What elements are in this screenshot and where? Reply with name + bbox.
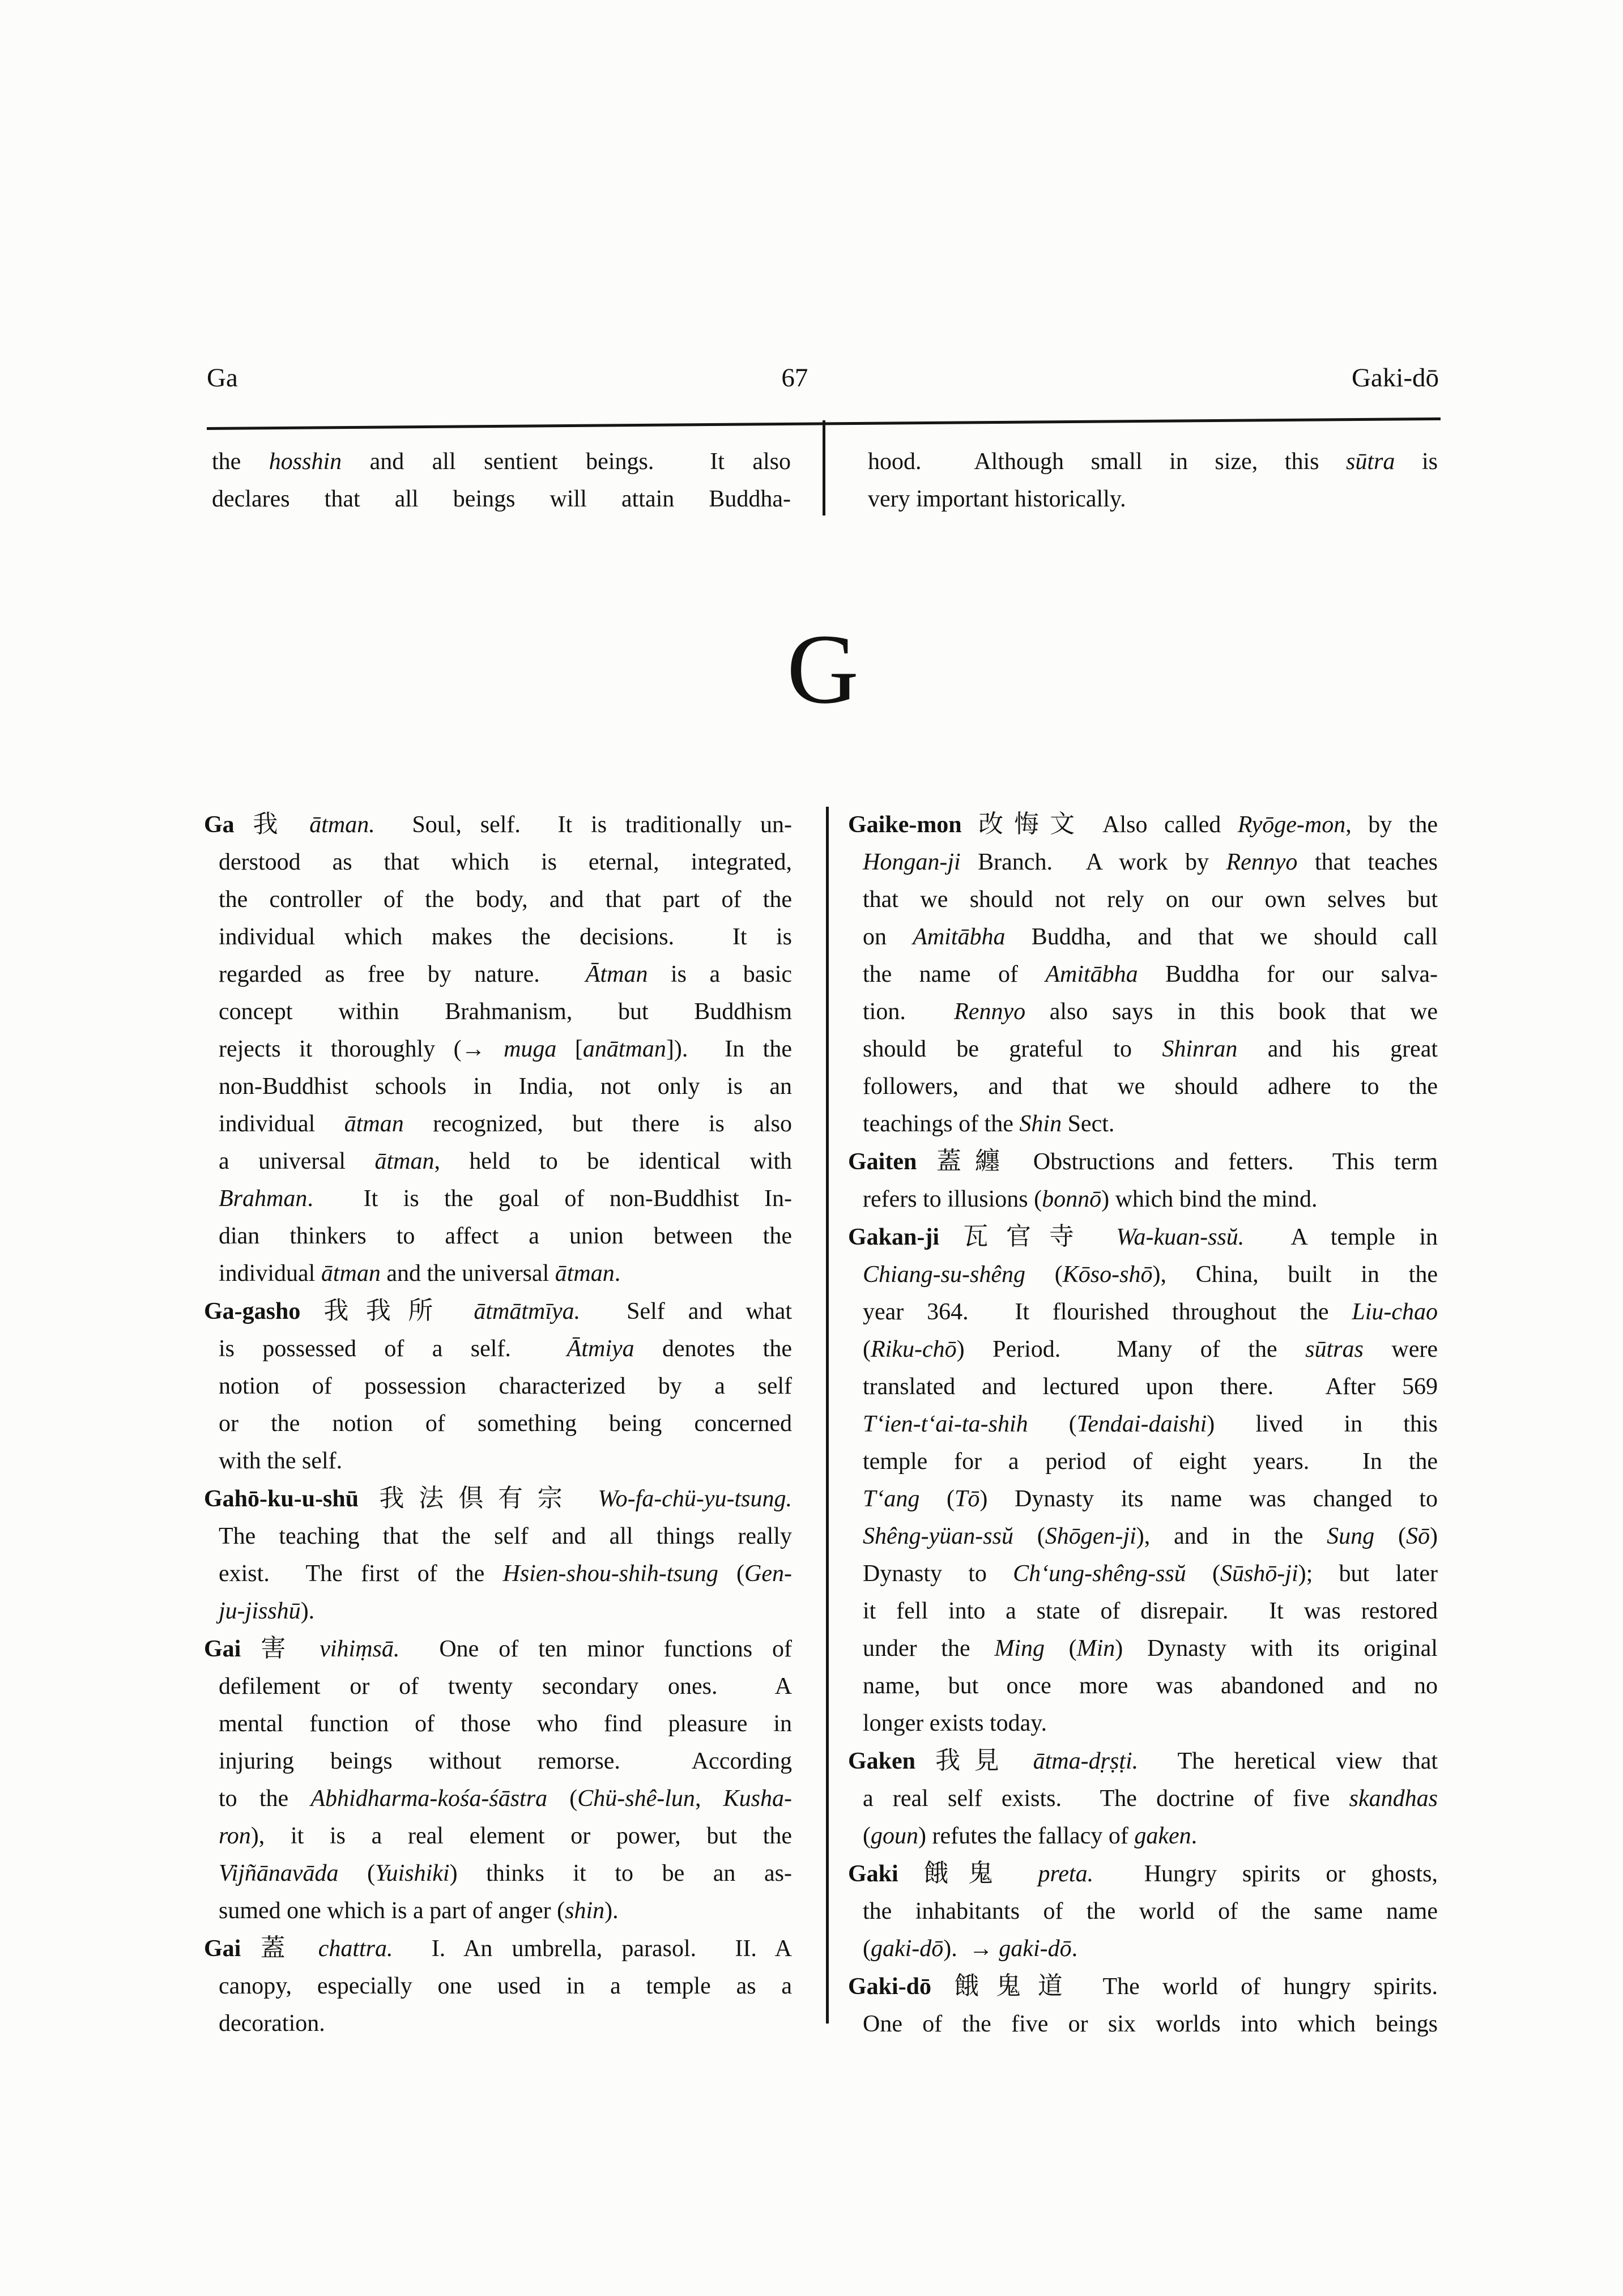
body-text: refers to illusions ( bbox=[863, 1186, 1042, 1212]
italic-text: Yuishiki bbox=[375, 1860, 450, 1886]
kanji-text: 我我所 bbox=[323, 1297, 474, 1324]
entry-line bbox=[848, 1893, 1438, 1930]
body-text: on bbox=[863, 924, 913, 950]
entry-line bbox=[204, 1855, 792, 1892]
entry-ga bbox=[204, 806, 792, 1292]
italic-text: ātman bbox=[321, 1260, 381, 1287]
entry-gaki bbox=[848, 1855, 1438, 1967]
entry-line bbox=[848, 1443, 1438, 1480]
italic-text: Sūshō-ji bbox=[1220, 1561, 1298, 1587]
italic-text: Ch‘ung-shêng-ssŭ bbox=[1013, 1561, 1186, 1587]
body-text: the bbox=[212, 449, 269, 475]
italic-text: bonnō bbox=[1042, 1186, 1102, 1212]
entry-line bbox=[848, 1667, 1438, 1705]
entry-line bbox=[848, 844, 1438, 881]
entry-line bbox=[204, 2005, 792, 2042]
entry-line bbox=[848, 1405, 1438, 1443]
body-text: Buddha for our salva- bbox=[1138, 961, 1438, 987]
body-text: , bbox=[695, 1786, 723, 1812]
headword-text: Ga-gasho bbox=[204, 1298, 324, 1324]
entry-line bbox=[848, 1518, 1438, 1555]
body-text: translated and lectured upon there. After 569 bbox=[863, 1374, 1438, 1400]
italic-text: gaki-dō bbox=[999, 1936, 1072, 1962]
entry-line bbox=[848, 1930, 1438, 1967]
kanji-text: 害 bbox=[261, 1634, 320, 1662]
body-text: . bbox=[1071, 1936, 1078, 1962]
entry-line bbox=[848, 1256, 1438, 1293]
entry-line bbox=[204, 1143, 792, 1180]
italic-text: vihiṃsā. bbox=[320, 1636, 400, 1662]
entry-line bbox=[848, 806, 1438, 844]
entry-line bbox=[848, 1143, 1438, 1181]
entry-line bbox=[848, 1780, 1438, 1817]
kanji-text: 餓鬼道 bbox=[954, 1972, 1103, 2000]
body-text: I. An umbrella, parasol. II. A bbox=[393, 1936, 793, 1962]
body-text: dian thinkers to affect a union between the bbox=[219, 1223, 792, 1249]
entry-line bbox=[204, 881, 792, 918]
body-text: mental function of those who find pleasure in bbox=[219, 1711, 792, 1737]
italic-text: Ātman bbox=[585, 961, 648, 987]
entry-gai-chattra bbox=[204, 1929, 792, 2042]
italic-text: shin bbox=[565, 1898, 605, 1924]
headword-text: Gaike-mon bbox=[848, 812, 979, 838]
body-text: ) bbox=[1430, 1523, 1438, 1549]
italic-text: gaki-dō bbox=[871, 1936, 944, 1962]
italic-text: Ming bbox=[994, 1635, 1045, 1662]
body-text: ) Dynasty with its original bbox=[1115, 1635, 1438, 1662]
entry-line bbox=[204, 1030, 792, 1068]
entry-line bbox=[204, 1368, 792, 1405]
continuation-text-right bbox=[868, 443, 1438, 518]
italic-text: Wo-fa-chü-yu-tsung. bbox=[598, 1486, 793, 1512]
body-text: Buddha, and that we should call bbox=[1005, 924, 1438, 950]
body-text: name, but once more was abandoned and no bbox=[863, 1673, 1438, 1699]
body-text: ]). In the bbox=[666, 1036, 792, 1062]
italic-text: ātman bbox=[344, 1111, 404, 1137]
italic-text: Rennyo bbox=[954, 999, 1026, 1025]
entry-line bbox=[848, 956, 1438, 993]
italic-text: Liu-chao bbox=[1352, 1299, 1438, 1325]
body-text: ) lived in this bbox=[1207, 1411, 1438, 1437]
body-text: followers, and that we should adhere to the bbox=[863, 1074, 1438, 1100]
page-header bbox=[207, 363, 1439, 393]
body-text: is bbox=[1395, 449, 1438, 475]
body-text: ( bbox=[718, 1561, 745, 1587]
body-text: ( bbox=[863, 1336, 871, 1362]
body-text: tion. bbox=[863, 999, 955, 1025]
body-text: ( bbox=[863, 1936, 871, 1962]
entry-line bbox=[204, 806, 792, 844]
body-text: under the bbox=[863, 1635, 995, 1662]
body-text: a real self exists. The doctrine of five bbox=[863, 1786, 1349, 1812]
headword-text: Gakan-ji bbox=[848, 1224, 964, 1250]
body-text: recognized, but there is also bbox=[403, 1111, 792, 1137]
body-text: ). bbox=[300, 1598, 315, 1624]
body-text: , held to be identical with bbox=[434, 1148, 793, 1174]
entry-line bbox=[848, 993, 1438, 1030]
italic-text: ron bbox=[219, 1823, 251, 1849]
body-text: very important historically. bbox=[868, 486, 1126, 512]
continuation-line bbox=[212, 480, 791, 518]
italic-text: muga bbox=[504, 1036, 557, 1062]
entry-line bbox=[848, 1817, 1438, 1855]
column-left bbox=[204, 806, 792, 2042]
body-text: it fell into a state of disrepair. It was restored bbox=[863, 1598, 1438, 1624]
kanji-text: 改悔文 bbox=[978, 810, 1103, 838]
kanji-text: 蓋 bbox=[260, 1934, 318, 1962]
entry-line bbox=[204, 1929, 792, 1967]
italic-text: Tendai-daishi bbox=[1076, 1411, 1207, 1437]
body-text: One of the five or six worlds into which beings bbox=[863, 2011, 1438, 2037]
entry-line bbox=[204, 1442, 792, 1480]
entry-line bbox=[848, 1368, 1438, 1405]
body-text: canopy, especially one used in a temple as a bbox=[219, 1973, 792, 1999]
body-text: derstood as that which is eternal, integrated, bbox=[219, 849, 792, 875]
kanji-text: 蓋纏 bbox=[936, 1147, 1033, 1175]
italic-text: Abhidharma-kośa-śāstra bbox=[310, 1786, 548, 1812]
italic-text: chattra. bbox=[318, 1936, 393, 1962]
italic-text: gaken bbox=[1134, 1823, 1191, 1849]
headword-text: Gaiten bbox=[848, 1149, 936, 1175]
body-text: is possessed of a self. bbox=[219, 1336, 567, 1362]
body-text: Sect. bbox=[1062, 1111, 1115, 1137]
body-text: ( bbox=[1186, 1561, 1220, 1587]
body-text: Dynasty to bbox=[863, 1561, 1013, 1587]
entry-gaken bbox=[848, 1742, 1438, 1855]
entry-line bbox=[848, 1592, 1438, 1630]
body-text: is a basic bbox=[648, 961, 793, 987]
entry-gakan-ji bbox=[848, 1218, 1438, 1742]
italic-text: Ryōge-mon bbox=[1237, 812, 1346, 838]
body-text: and the universal bbox=[380, 1260, 555, 1287]
body-text: individual which makes the decisions. It is bbox=[219, 924, 792, 950]
body-text: and all sentient beings. It also bbox=[342, 449, 791, 475]
column-right bbox=[848, 806, 1438, 2043]
entry-line bbox=[204, 1817, 792, 1855]
continuation-line bbox=[212, 443, 791, 480]
entry-line bbox=[204, 1967, 792, 2005]
italic-text: Kōso-shō bbox=[1062, 1262, 1153, 1288]
headword-text: Ga bbox=[204, 812, 253, 838]
italic-text: ātman bbox=[555, 1260, 615, 1287]
italic-text: ātma-dṛṣṭi. bbox=[1033, 1748, 1139, 1774]
continuation-text-left bbox=[212, 443, 791, 518]
entry-line bbox=[848, 2005, 1438, 2043]
body-text: that we should not rely on our own selves but bbox=[863, 887, 1438, 913]
body-text: to the bbox=[219, 1786, 311, 1812]
entry-line bbox=[848, 1030, 1438, 1068]
italic-text: Amitābha bbox=[1045, 961, 1138, 987]
body-text: ( bbox=[1025, 1262, 1063, 1288]
body-text: Soul, self. It is traditionally un- bbox=[374, 812, 793, 838]
guide-word-left: Ga bbox=[207, 363, 238, 393]
entry-line bbox=[204, 1255, 792, 1292]
body-text: individual bbox=[219, 1260, 321, 1287]
italic-text: Hongan-ji bbox=[863, 849, 961, 875]
italic-text: Gen- bbox=[744, 1561, 792, 1587]
body-text: year 364. It flourished throughout the bbox=[863, 1299, 1352, 1325]
body-text: were bbox=[1363, 1336, 1438, 1362]
body-text: ( bbox=[919, 1486, 955, 1512]
headword-text: Gaken bbox=[848, 1748, 936, 1774]
italic-text: hosshin bbox=[269, 449, 342, 475]
body-text: One of ten minor functions of bbox=[399, 1636, 793, 1662]
italic-text: Shinran bbox=[1162, 1036, 1238, 1062]
italic-text: Hsien-shou-shih-tsung bbox=[502, 1561, 718, 1587]
top-column-divider-rule bbox=[823, 420, 825, 516]
body-text: ( bbox=[1013, 1523, 1045, 1549]
entry-line bbox=[848, 1555, 1438, 1592]
kanji-text: 瓦官寺 bbox=[963, 1222, 1117, 1250]
body-text: , by the bbox=[1345, 812, 1438, 838]
entry-line bbox=[204, 1892, 792, 1929]
body-text: The world of hungry spirits. bbox=[1102, 1974, 1438, 2000]
body-text: or the notion of something being concerned bbox=[219, 1411, 792, 1437]
body-text: should be grateful to bbox=[863, 1036, 1162, 1062]
italic-text: Rennyo bbox=[1226, 849, 1298, 875]
entry-line bbox=[848, 1742, 1438, 1780]
kanji-text: 我 bbox=[253, 810, 310, 838]
entry-line bbox=[848, 1630, 1438, 1667]
body-text: longer exists today. bbox=[863, 1710, 1047, 1736]
body-text: The teaching that the self and all things really bbox=[219, 1523, 792, 1549]
body-text: A temple in bbox=[1244, 1224, 1438, 1250]
section-letter: G bbox=[786, 614, 859, 725]
body-text: ), China, built in the bbox=[1152, 1262, 1438, 1288]
entry-line bbox=[204, 844, 792, 881]
body-text: ) Period. Many of the bbox=[956, 1336, 1306, 1362]
body-text: the controller of the body, and that part of the bbox=[219, 887, 792, 913]
body-text: Obstructions and fetters. This term bbox=[1033, 1149, 1438, 1175]
body-text: . bbox=[1191, 1823, 1198, 1849]
body-text: ), it is a real element or power, but the bbox=[250, 1823, 792, 1849]
continuation-line bbox=[868, 480, 1438, 518]
italic-text: Shōgen-ji bbox=[1045, 1523, 1136, 1549]
body-text: . bbox=[614, 1260, 621, 1287]
headword-text: Gaki bbox=[848, 1861, 924, 1887]
body-text: ) refutes the fallacy of bbox=[918, 1823, 1135, 1849]
entry-line bbox=[848, 1218, 1438, 1256]
body-text: ). bbox=[604, 1898, 619, 1924]
body-text: Self and what bbox=[580, 1298, 793, 1324]
italic-text: preta. bbox=[1038, 1861, 1094, 1887]
entry-line bbox=[848, 1105, 1438, 1143]
entry-line bbox=[204, 956, 792, 993]
italic-text: Chiang-su-shêng bbox=[863, 1262, 1025, 1288]
body-text: [ bbox=[556, 1036, 583, 1062]
entry-line bbox=[204, 1630, 792, 1668]
body-text: notion of possession characterized by a self bbox=[219, 1373, 792, 1399]
italic-text: Brahman bbox=[219, 1186, 308, 1212]
guide-word-right: Gaki-dō bbox=[1351, 363, 1439, 393]
body-text: the inhabitants of the world of the same name bbox=[863, 1898, 1438, 1924]
body-text: that teaches bbox=[1297, 849, 1438, 875]
entry-line bbox=[204, 1592, 792, 1630]
entry-gaiten bbox=[848, 1143, 1438, 1218]
body-text: individual bbox=[219, 1111, 344, 1137]
entry-line bbox=[204, 1180, 792, 1217]
kanji-text: 我見 bbox=[935, 1747, 1033, 1774]
entry-line bbox=[204, 1518, 792, 1555]
entry-line bbox=[204, 993, 792, 1030]
headword-text: Gahō-ku-u-shū bbox=[204, 1486, 380, 1512]
kanji-text: 我法倶有宗 bbox=[379, 1484, 598, 1512]
italic-text: Vijñānavāda bbox=[219, 1860, 339, 1886]
body-text: hood. Although small in size, this bbox=[868, 449, 1347, 475]
body-text: Also called bbox=[1102, 812, 1238, 838]
body-text: a universal bbox=[219, 1148, 375, 1174]
italic-text: Tō bbox=[955, 1486, 980, 1512]
italic-text: T‘ang bbox=[863, 1486, 920, 1512]
body-text: rejects it thoroughly (→ bbox=[219, 1036, 504, 1062]
entry-gaki-do bbox=[848, 1967, 1438, 2043]
italic-text: Sung bbox=[1327, 1523, 1375, 1549]
entry-line bbox=[204, 1780, 792, 1817]
page-number: 67 bbox=[781, 363, 808, 393]
entry-line bbox=[204, 1705, 792, 1743]
headword-text: Gai bbox=[204, 1636, 261, 1662]
entry-line bbox=[204, 1480, 792, 1518]
body-text: Branch. A work by bbox=[960, 849, 1226, 875]
entry-line bbox=[848, 881, 1438, 918]
entry-gaike-mon bbox=[848, 806, 1438, 1143]
body-text: Hungry spirits or ghosts, bbox=[1093, 1861, 1438, 1887]
italic-text: ju-jisshū bbox=[219, 1598, 301, 1624]
entry-line bbox=[848, 1068, 1438, 1105]
entry-line bbox=[848, 918, 1438, 956]
entry-line bbox=[204, 1555, 792, 1592]
entry-line bbox=[204, 1068, 792, 1105]
body-text: concept within Brahmanism, but Buddhism bbox=[219, 999, 792, 1025]
headword-text: Gaki-dō bbox=[848, 1974, 955, 2000]
italic-text: T‘ien-t‘ai-ta-shih bbox=[863, 1411, 1028, 1437]
body-text: . It is the goal of non-Buddhist In- bbox=[307, 1186, 792, 1212]
body-text: ); but later bbox=[1298, 1561, 1438, 1587]
entry-line bbox=[204, 1217, 792, 1255]
entry-line bbox=[204, 918, 792, 956]
body-text: denotes the bbox=[634, 1336, 792, 1362]
column-divider-rule bbox=[826, 807, 829, 2024]
body-text: temple for a period of eight years. In the bbox=[863, 1449, 1438, 1475]
italic-text: anātman bbox=[582, 1036, 666, 1062]
italic-text: ātmātmīya. bbox=[474, 1298, 581, 1324]
body-text: ) thinks it to be an as- bbox=[449, 1860, 792, 1886]
entry-line bbox=[848, 1705, 1438, 1742]
headword-text: Gai bbox=[204, 1936, 261, 1962]
body-text: teachings of the bbox=[863, 1111, 1020, 1137]
body-text: and his great bbox=[1237, 1036, 1438, 1062]
italic-text: Min bbox=[1076, 1635, 1115, 1662]
body-text: injuring beings without remorse. According bbox=[219, 1748, 792, 1774]
entry-gai-vihimsa bbox=[204, 1630, 792, 1929]
body-text: defilement or of twenty secondary ones. A bbox=[219, 1673, 792, 1699]
entry-line bbox=[204, 1105, 792, 1143]
body-text: also says in this book that we bbox=[1025, 999, 1438, 1025]
entry-line bbox=[848, 1967, 1438, 2005]
body-text: exist. The first of the bbox=[219, 1561, 503, 1587]
entry-line bbox=[204, 1668, 792, 1705]
body-text: ( bbox=[1044, 1635, 1077, 1662]
body-text: ) which bind the mind. bbox=[1101, 1186, 1318, 1212]
entry-line bbox=[848, 1855, 1438, 1893]
entry-line bbox=[204, 1405, 792, 1442]
italic-text: goun bbox=[871, 1823, 918, 1849]
italic-text: Kusha- bbox=[723, 1786, 793, 1812]
body-text: ( bbox=[547, 1786, 578, 1812]
entry-line bbox=[848, 1480, 1438, 1518]
italic-text: Amitābha bbox=[913, 924, 1006, 950]
continuation-line bbox=[868, 443, 1438, 480]
entry-line bbox=[204, 1743, 792, 1780]
body-text: The heretical view that bbox=[1138, 1748, 1438, 1774]
italic-text: skandhas bbox=[1349, 1786, 1438, 1812]
entry-line bbox=[204, 1292, 792, 1330]
body-text: ), and in the bbox=[1136, 1523, 1327, 1549]
kanji-text: 餓鬼 bbox=[923, 1859, 1038, 1887]
italic-text: Riku-chō bbox=[871, 1336, 957, 1362]
italic-text: ātman bbox=[374, 1148, 434, 1174]
body-text: ( bbox=[863, 1823, 871, 1849]
italic-text: Shin bbox=[1019, 1111, 1062, 1137]
body-text: the name of bbox=[863, 961, 1046, 987]
body-text: ( bbox=[1374, 1523, 1406, 1549]
body-text: non-Buddhist schools in India, not only is an bbox=[219, 1074, 792, 1100]
body-text: ) Dynasty its name was changed to bbox=[979, 1486, 1438, 1512]
italic-text: ātman. bbox=[309, 812, 375, 838]
body-text: regarded as free by nature. bbox=[219, 961, 586, 987]
body-text: ( bbox=[1028, 1411, 1077, 1437]
body-text: decoration. bbox=[219, 2010, 325, 2037]
body-text: sumed one which is a part of anger ( bbox=[219, 1898, 565, 1924]
entry-line bbox=[848, 1181, 1438, 1218]
body-text: with the self. bbox=[219, 1448, 343, 1474]
italic-text: Wa-kuan-ssŭ. bbox=[1116, 1224, 1245, 1250]
entry-gaho-ku-u-shu bbox=[204, 1480, 792, 1630]
italic-text: sūtra bbox=[1346, 449, 1395, 475]
italic-text: Chü-shê-lun bbox=[577, 1786, 695, 1812]
italic-text: Ātmiya bbox=[566, 1336, 634, 1362]
entry-line bbox=[848, 1331, 1438, 1368]
italic-text: sūtras bbox=[1305, 1336, 1364, 1362]
body-text: ). → bbox=[943, 1936, 999, 1962]
entry-ga-gasho bbox=[204, 1292, 792, 1480]
entry-line bbox=[848, 1293, 1438, 1331]
italic-text: Sō bbox=[1406, 1523, 1430, 1549]
italic-text: Shêng-yüan-ssŭ bbox=[863, 1523, 1013, 1549]
entry-line bbox=[204, 1330, 792, 1368]
body-text: ( bbox=[338, 1860, 376, 1886]
body-text: declares that all beings will attain Buddha- bbox=[212, 486, 791, 512]
